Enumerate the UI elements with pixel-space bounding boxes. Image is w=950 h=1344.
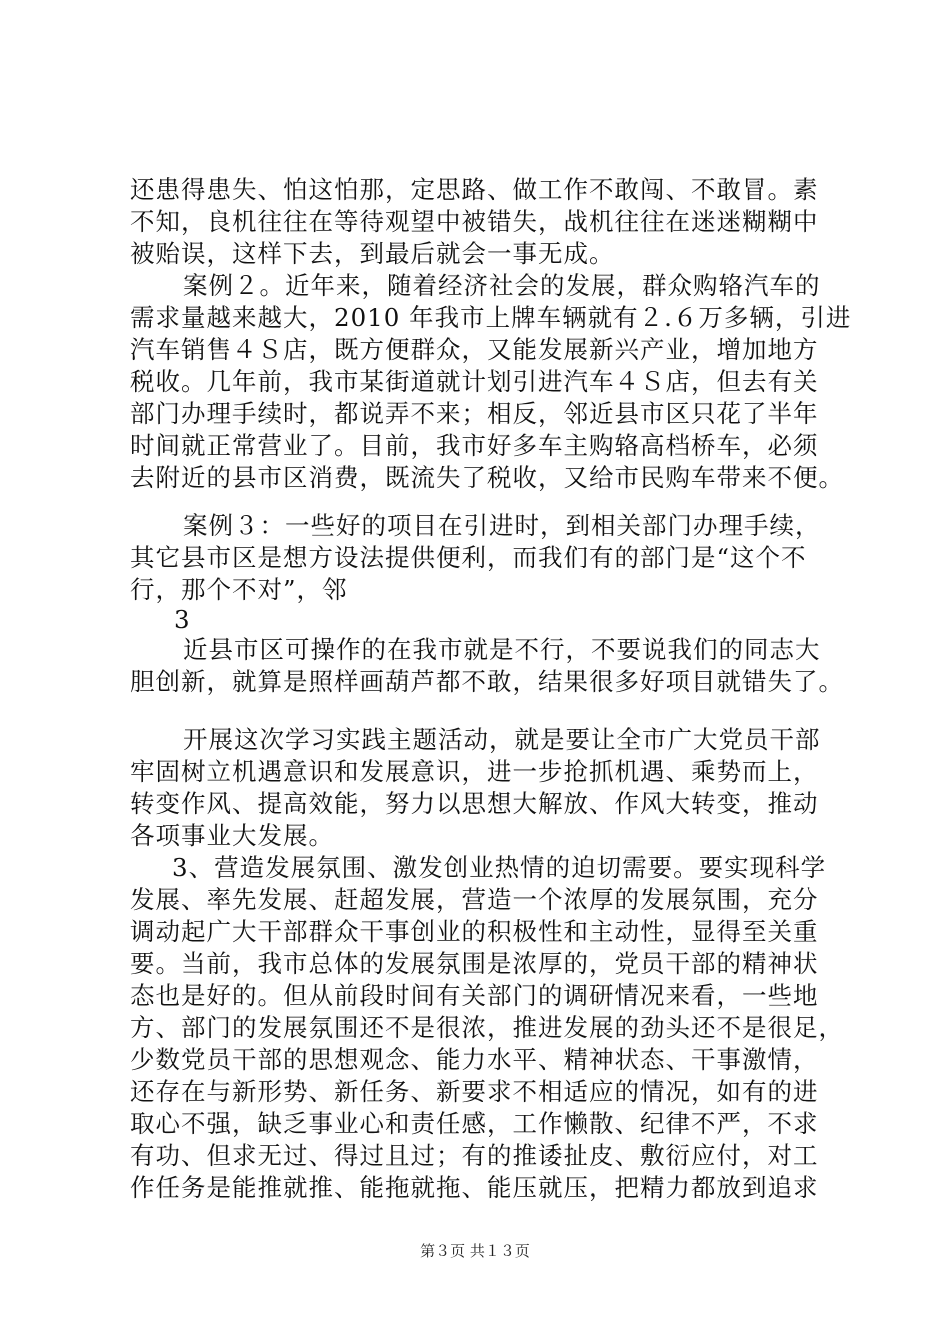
text-line: 发展、率先发展、赶超发展，营造一个浓厚的发展氛围，充分: [130, 885, 819, 914]
text-line: 要。当前，我市总体的发展氛围是浓厚的，党员干部的精神状: [130, 949, 819, 978]
text-line: 去附近的县市区消费，既流失了税收，又给市民购车带来不便。: [130, 463, 844, 492]
text-line: 还患得患失、怕这怕那，定思路、做工作不敢闯、不敢冒。素: [130, 175, 819, 204]
text-line: 少数党员干部的思想观念、能力水平、精神状态、干事激情，: [130, 1045, 819, 1074]
text-line: 时间就正常营业了。目前，我市好多车主购辂高档桥车，必须: [130, 431, 819, 460]
paragraph-start-line: 开展这次学习实践主题活动，就是要让全市广大党员干部: [183, 725, 821, 754]
page-footer: 第３页 共１３页: [420, 1242, 530, 1260]
text-line: 态也是好的。但从前段时间有关部门的调研情况来看，一些地: [130, 981, 819, 1010]
text-line: 取心不强，缺乏事业心和责任感，工作懒散、纪律不严，不求: [130, 1109, 819, 1138]
text-line: 还存在与新形势、新任务、新要求不相适应的情况，如有的进: [130, 1077, 819, 1106]
text-line: 转变作风、提高效能，努力以思想大解放、作风大转变，推动: [130, 789, 819, 818]
text-line: 方、部门的发展氛围还不是很浓，推进发展的劲头还不是很足，: [130, 1013, 844, 1042]
paragraph-start-line: 案例２。近年来，随着经济社会的发展，群众购辂汽车的: [183, 271, 821, 300]
text-line: 不知，良机往往在等待观望中被错失，战机往往在迷迷糊糊中: [130, 207, 819, 236]
text-line: 有功、但求无过、得过且过；有的推诿扯皮、敷衍应付，对工: [130, 1141, 819, 1170]
text-line: 部门办理手续时，都说弄不来；相反，邻近县市区只花了半年: [130, 399, 819, 428]
paragraph-start-line: 案例３：一些好的项目在引进时，到相关部门办理手续，: [183, 511, 821, 540]
text-line: 作任务是能推就推、能拖就拖、能压就压，把精力都放到追求: [130, 1173, 819, 1202]
text-line: 需求量越来越大，2010 年我市上牌车辆就有２.６万多辆，引进: [130, 303, 852, 332]
text-line: 被贻误，这样下去，到最后就会一事无成。: [130, 239, 615, 268]
text-line: 调动起广大干部群众干事创业的积极性和主动性，显得至关重: [130, 917, 819, 946]
text-line: 税收。几年前，我市某街道就计划引进汽车４Ｓ店，但去有关: [130, 367, 819, 396]
text-line: 各项事业大发展。: [130, 821, 334, 850]
page-number-marker: 3: [174, 605, 191, 634]
text-line: 胆创新，就算是照样画葫芦都不敢，结果很多好项目就错失了。: [130, 667, 844, 696]
text-line: 近县市区可操作的在我市就是不行，不要说我们的同志大: [183, 635, 821, 664]
section-heading-line: 3、营造发展氛围、激发创业热情的迫切需要。要实现科学: [172, 853, 827, 882]
text-line: 行，那个不对”，邻: [130, 575, 348, 604]
text-line: 其它县市区是想方设法提供便利，而我们有的部门是“这个不: [130, 543, 807, 572]
text-line: 汽车销售４Ｓ店，既方便群众，又能发展新兴产业，增加地方: [130, 335, 819, 364]
text-line: 牢固树立机遇意识和发展意识，进一步抢抓机遇、乘势而上，: [130, 757, 819, 786]
